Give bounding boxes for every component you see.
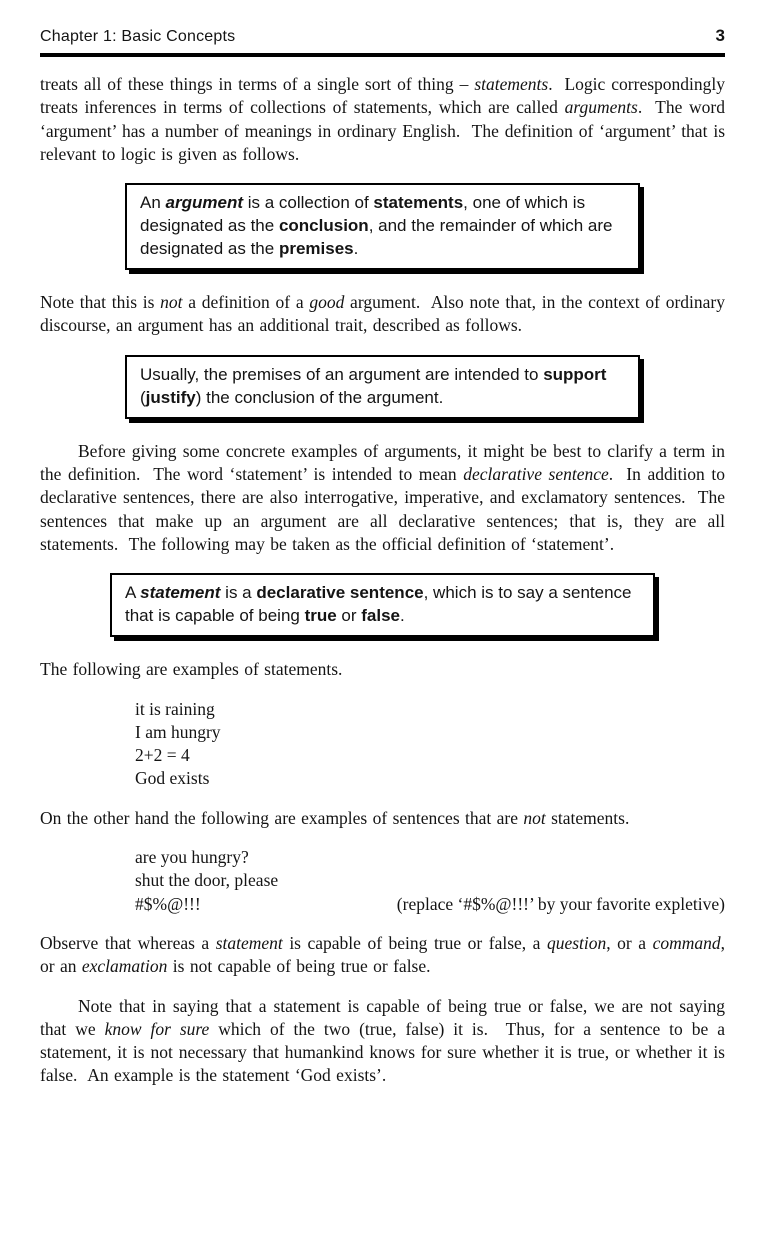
example-statement: God exists [135, 768, 210, 789]
example-statement: 2+2 = 4 [135, 745, 190, 766]
definition-box-support: Usually, the premises of an argument are intended to support (justify) the conclusion of the argument. [125, 355, 640, 419]
example-non-statement: shut the door, please [135, 870, 279, 891]
statement-examples [135, 698, 725, 791]
definition-box-argument: An argument is a collection of statements, one of which is designated as the conclusion, and the remainder of which are designated as the premises. [125, 183, 640, 270]
paragraph-intro: treats all of these things in terms of a single sort of thing – statements. Logic correspondingly treats inferences in terms of collections of statements, which are called arguments. The word ‘argument’ has a number of meanings in ordinary English. The definition of ‘argument’ that is relevant to logic is given as follows. [40, 74, 725, 164]
example-statement: I am hungry [135, 721, 221, 742]
chapter-title: Chapter 1: Basic Concepts [40, 28, 236, 45]
paragraph-know-for-sure: Note that in saying that a statement is capable of being true or false, we are not saying that we know for sure which of the two (true, false) it is. Thus, for a sentence to be a statement, it is not necessary that humankind knows for sure whether it is true, or whether it is false. An example is the statement ‘God exists’. [40, 995, 725, 1086]
paragraph-observe: Observe that whereas a statement is capable of being true or false, a question, or a command, or an exclamation is not capable of being true or false. [40, 932, 725, 977]
page-body [40, 73, 725, 1088]
example-non-statement: #$%@!!! [135, 893, 201, 914]
example-non-statement-row [135, 893, 725, 916]
non-statement-examples [135, 846, 725, 916]
paragraph-statements-leadin: The following are examples of statements. [40, 659, 343, 680]
definition-box-statement: A statement is a declarative sentence, which is to say a sentence that is capable of being true or false. [110, 573, 655, 637]
paragraph-before-giving: Before giving some concrete examples of arguments, it might be best to clarify a term in the definition. The word ‘statement’ is intended to mean declarative sentence. In addition to declarative sentences, there are also interrogative, imperative, and exclamatory sentences. The sentences that make up an argument are all declarative sentences; that is, they are all statements. The following may be taken as the official definition of ‘statement’. [40, 440, 725, 554]
paragraph-note-context: Note that this is not a definition of a good argument. Also note that, in the context of ordinary discourse, an argument has an additional trait, described as follows. [40, 292, 725, 336]
example-non-statement: are you hungry? [135, 847, 249, 868]
paragraph-nonstatements-leadin: On the other hand the following are examples of sentences that are not statements. [40, 807, 630, 828]
expletive-replacement-note: (replace ‘#$%@!!!’ by your favorite expletive) [396, 893, 725, 914]
example-statement: it is raining [135, 698, 215, 719]
page-number: 3 [715, 26, 725, 45]
page-header [40, 26, 725, 57]
